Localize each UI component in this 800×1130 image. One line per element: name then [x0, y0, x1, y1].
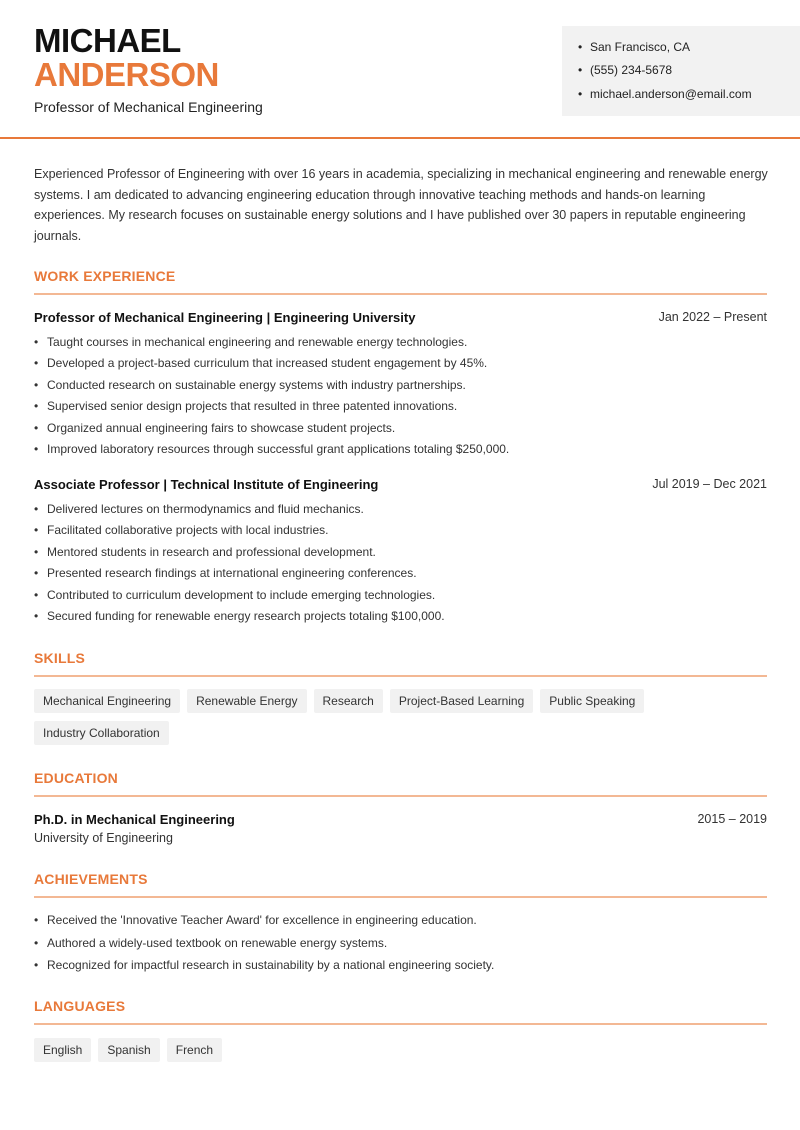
skills-list — [34, 689, 774, 745]
contact-location-text: San Francisco, CA — [590, 40, 691, 54]
section-divider — [34, 293, 767, 295]
list-item: • Organized annual engineering fairs to showcase student projects. — [34, 418, 509, 439]
contact-phone — [578, 63, 672, 77]
language-chip: French — [167, 1038, 222, 1062]
job-title: Professor of Mechanical Engineering — [34, 99, 263, 115]
job-bullet-list — [34, 332, 509, 460]
list-item: • Conducted research on sustainable energy systems with industry partnerships. — [34, 375, 509, 396]
language-chip: English — [34, 1038, 91, 1062]
list-item: • Secured funding for renewable energy research projects totaling $100,000. — [34, 606, 445, 627]
list-item: • Facilitated collaborative projects with local industries. — [34, 520, 445, 541]
section-title-education: EDUCATION — [34, 770, 118, 786]
section-title-languages: LANGUAGES — [34, 998, 126, 1014]
section-divider — [34, 675, 767, 677]
job-bullet-list — [34, 499, 445, 627]
list-item: • Delivered lectures on thermodynamics and fluid mechanics. — [34, 499, 445, 520]
list-item: • Presented research findings at international engineering conferences. — [34, 563, 445, 584]
section-divider — [34, 1023, 767, 1025]
section-title-skills: SKILLS — [34, 650, 85, 666]
list-item: • Supervised senior design projects that resulted in three patented innovations. — [34, 396, 509, 417]
skill-chip: Public Speaking — [540, 689, 644, 713]
list-item: • Improved laboratory resources through successful grant applications totaling $250,000. — [34, 439, 509, 460]
job-dates: Jan 2022 – Present — [658, 310, 767, 324]
list-item: • Mentored students in research and professional development. — [34, 542, 445, 563]
list-item: • Recognized for impactful research in sustainability by a national engineering society. — [34, 954, 494, 977]
languages-list — [34, 1038, 774, 1062]
summary-paragraph: Experienced Professor of Engineering with over 16 years in academia, specializing in mechanical engineering and renewable energy systems. I am dedicated to advancing engineering education through innovative teaching methods and hands-on learning experiences. My research focuses on sustainable energy solutions and I have published over 30 papers in reputable engineering journals. — [34, 167, 768, 243]
section-divider — [34, 896, 767, 898]
list-item: • Authored a widely-used textbook on renewable energy systems. — [34, 932, 494, 955]
last-name: ANDERSON — [34, 56, 219, 93]
section-title-work: WORK EXPERIENCE — [34, 268, 176, 284]
bullet-icon: • — [578, 40, 583, 54]
skill-chip: Industry Collaboration — [34, 721, 169, 745]
contact-box — [562, 26, 800, 116]
list-item: • Developed a project-based curriculum that increased student engagement by 45%. — [34, 353, 509, 374]
section-divider — [34, 795, 767, 797]
list-item: • Taught courses in mechanical engineering and renewable energy technologies. — [34, 332, 509, 353]
bullet-icon: • — [578, 63, 583, 77]
language-chip: Spanish — [98, 1038, 159, 1062]
resume-header — [0, 0, 800, 139]
contact-location — [578, 40, 690, 54]
contact-phone-text: (555) 234-5678 — [590, 63, 673, 77]
section-title-achievements: ACHIEVEMENTS — [34, 871, 148, 887]
skill-chip: Project-Based Learning — [390, 689, 533, 713]
job-dates: Jul 2019 – Dec 2021 — [652, 477, 767, 491]
skill-chip: Mechanical Engineering — [34, 689, 180, 713]
bullet-icon: • — [578, 87, 583, 101]
contact-email[interactable] — [578, 87, 752, 101]
first-name: MICHAEL — [34, 22, 181, 59]
list-item: • Contributed to curriculum development to include emerging technologies. — [34, 585, 445, 606]
education-dates: 2015 – 2019 — [697, 812, 767, 826]
education-degree: Ph.D. in Mechanical Engineering — [34, 812, 235, 827]
skill-chip: Renewable Energy — [187, 689, 306, 713]
list-item: • Received the 'Innovative Teacher Award' for excellence in engineering education. — [34, 909, 494, 932]
contact-email-text[interactable]: michael.anderson@email.com — [590, 87, 752, 101]
job-heading: Professor of Mechanical Engineering | Engineering University — [34, 310, 416, 325]
job-heading: Associate Professor | Technical Institute of Engineering — [34, 477, 379, 492]
skill-chip: Research — [314, 689, 383, 713]
education-school: University of Engineering — [34, 831, 173, 845]
achievements-list — [34, 909, 494, 977]
